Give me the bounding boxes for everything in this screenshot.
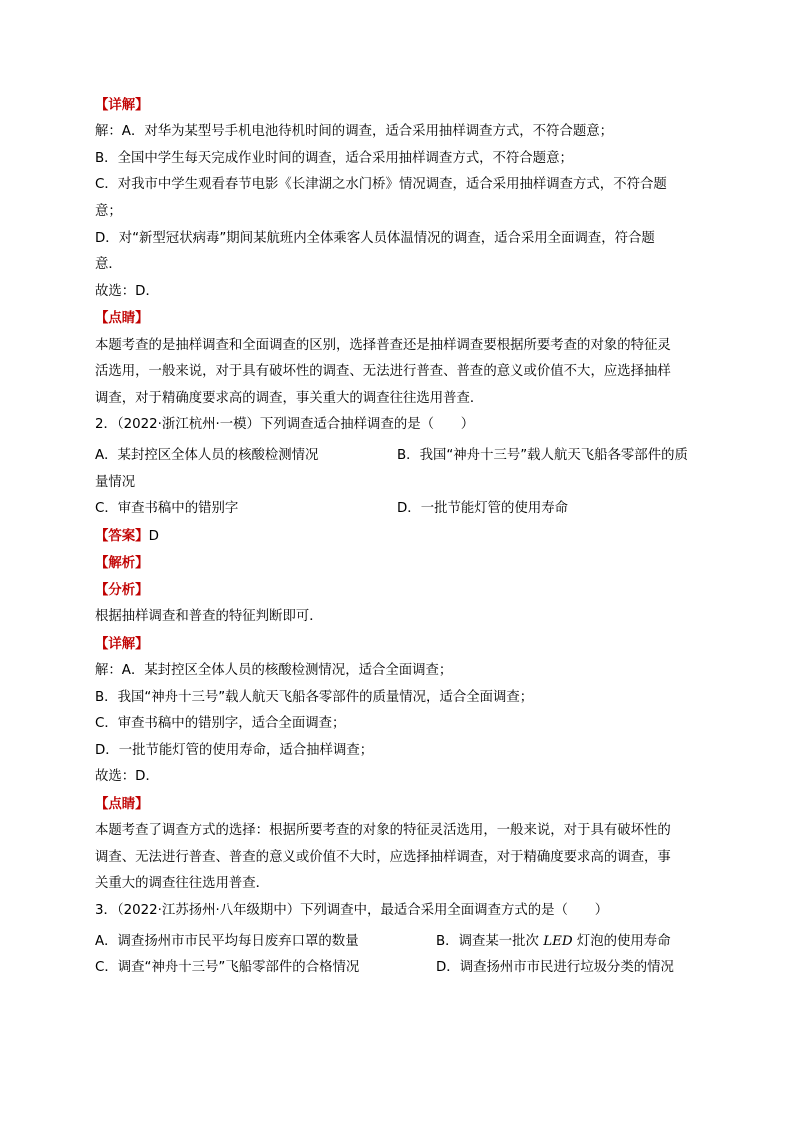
answer-heading xyxy=(95,523,707,550)
comment-line: 关重大的调查往往选用普查． xyxy=(95,876,270,892)
option-a: A．某封控区全体人员的核酸检测情况 xyxy=(95,447,319,463)
option-a: A．调查扬州市市民平均每日废弃口罩的数量 xyxy=(95,933,359,949)
comment-heading xyxy=(95,791,707,818)
detail-line: 解：A．某封控区全体人员的核酸检测情况，适合全面调查； xyxy=(95,663,453,679)
option-b xyxy=(436,929,671,956)
question-3-stem: 3．（2022·江苏扬州·八年级期中）下列调查中，最适合采用全面调查方式的是（ ） xyxy=(95,902,609,918)
detail-line: D．对“新型冠状病毒”期间某航班内全体乘客人员体温情况的调查，适合采用全面调查，符合题 xyxy=(95,230,655,246)
comment-heading xyxy=(95,305,707,332)
page-content xyxy=(95,92,707,982)
conclusion-line: 故选：D． xyxy=(95,769,159,785)
detail-line: 意． xyxy=(95,257,122,273)
detail-line: D．一批节能灯管的使用寿命，适合抽样调查； xyxy=(95,742,374,758)
comment-tag: 【点睛】 xyxy=(95,797,149,812)
comment-line: 活选用，一般来说，对于具有破坏性的调查、无法进行普查、普查的意义或价值不大，应选择抽样 xyxy=(95,364,671,380)
option-c: C．审查书稿中的错别字 xyxy=(95,501,239,517)
detail-heading xyxy=(95,92,707,119)
conclusion-line: 故选：D． xyxy=(95,283,159,299)
question-2-options-row-2 xyxy=(95,496,707,523)
detail-line: C．审查书稿中的错别字，适合全面调查； xyxy=(95,716,346,732)
detail-line: 意； xyxy=(95,203,122,219)
option-b-continued: 量情况 xyxy=(95,474,136,490)
detail-tag: 【详解】 xyxy=(95,98,149,113)
question-3-options-row-1 xyxy=(95,929,707,956)
analyze-heading xyxy=(95,577,707,604)
detail-line: B．我国“神舟十三号”载人航天飞船各零部件的质量情况，适合全面调查； xyxy=(95,689,534,705)
option-b-prefix: B．调查某一批次 xyxy=(436,933,544,949)
analyze-tag: 【分析】 xyxy=(95,583,149,599)
question-2-options-row-1 xyxy=(95,443,707,470)
option-b-suffix: 灯泡的使用寿命 xyxy=(572,933,671,949)
option-b-led: LED xyxy=(543,933,573,949)
detail-heading xyxy=(95,631,707,658)
analysis-heading xyxy=(95,550,707,577)
answer-value: D xyxy=(148,528,159,544)
detail-line: B．全国中学生每天完成作业时间的调查，适合采用抽样调查方式，不符合题意； xyxy=(95,150,573,166)
comment-tag: 【点睛】 xyxy=(95,311,149,327)
detail-line: 解：A．对华为某型号手机电池待机时间的调查，适合采用抽样调查方式，不符合题意； xyxy=(95,124,614,140)
option-d: D．调查扬州市市民进行垃圾分类的情况 xyxy=(436,960,674,976)
question-2-stem: 2．（2022·浙江杭州·一模）下列调查适合抽样调查的是（ ） xyxy=(95,417,475,433)
answer-tag: 【答案】 xyxy=(95,528,149,544)
detail-line: C．对我市中学生观看春节电影《长津湖之水门桥》情况调查，适合采用抽样调查方式，不符合题 xyxy=(95,177,667,193)
option-c: C．调查“神舟十三号”飞船零部件的合格情况 xyxy=(95,960,360,976)
comment-line: 调查、无法进行普查、普查的意义或价值不大时，应选择抽样调查，对于精确度要求高的调查，事 xyxy=(95,849,671,865)
comment-line: 本题考查了调查方式的选择：根据所要考查的对象的特征灵活选用，一般来说，对于具有破坏性的 xyxy=(95,823,671,839)
comment-line: 本题考查的是抽样调查和全面调查的区别，选择普查还是抽样调查要根据所要考查的对象的特征灵 xyxy=(95,337,671,353)
analyze-line: 根据抽样调查和普查的特征判断即可． xyxy=(95,609,323,625)
comment-line: 调查，对于精确度要求高的调查，事关重大的调查往往选用普查． xyxy=(95,390,484,406)
option-b: B．我国“神舟十三号”载人航天飞船各零部件的质 xyxy=(397,447,688,463)
detail-tag: 【详解】 xyxy=(95,636,149,652)
option-d: D．一批节能灯管的使用寿命 xyxy=(397,501,568,517)
analysis-tag: 【解析】 xyxy=(95,555,149,571)
question-3-options-row-2 xyxy=(95,955,707,982)
